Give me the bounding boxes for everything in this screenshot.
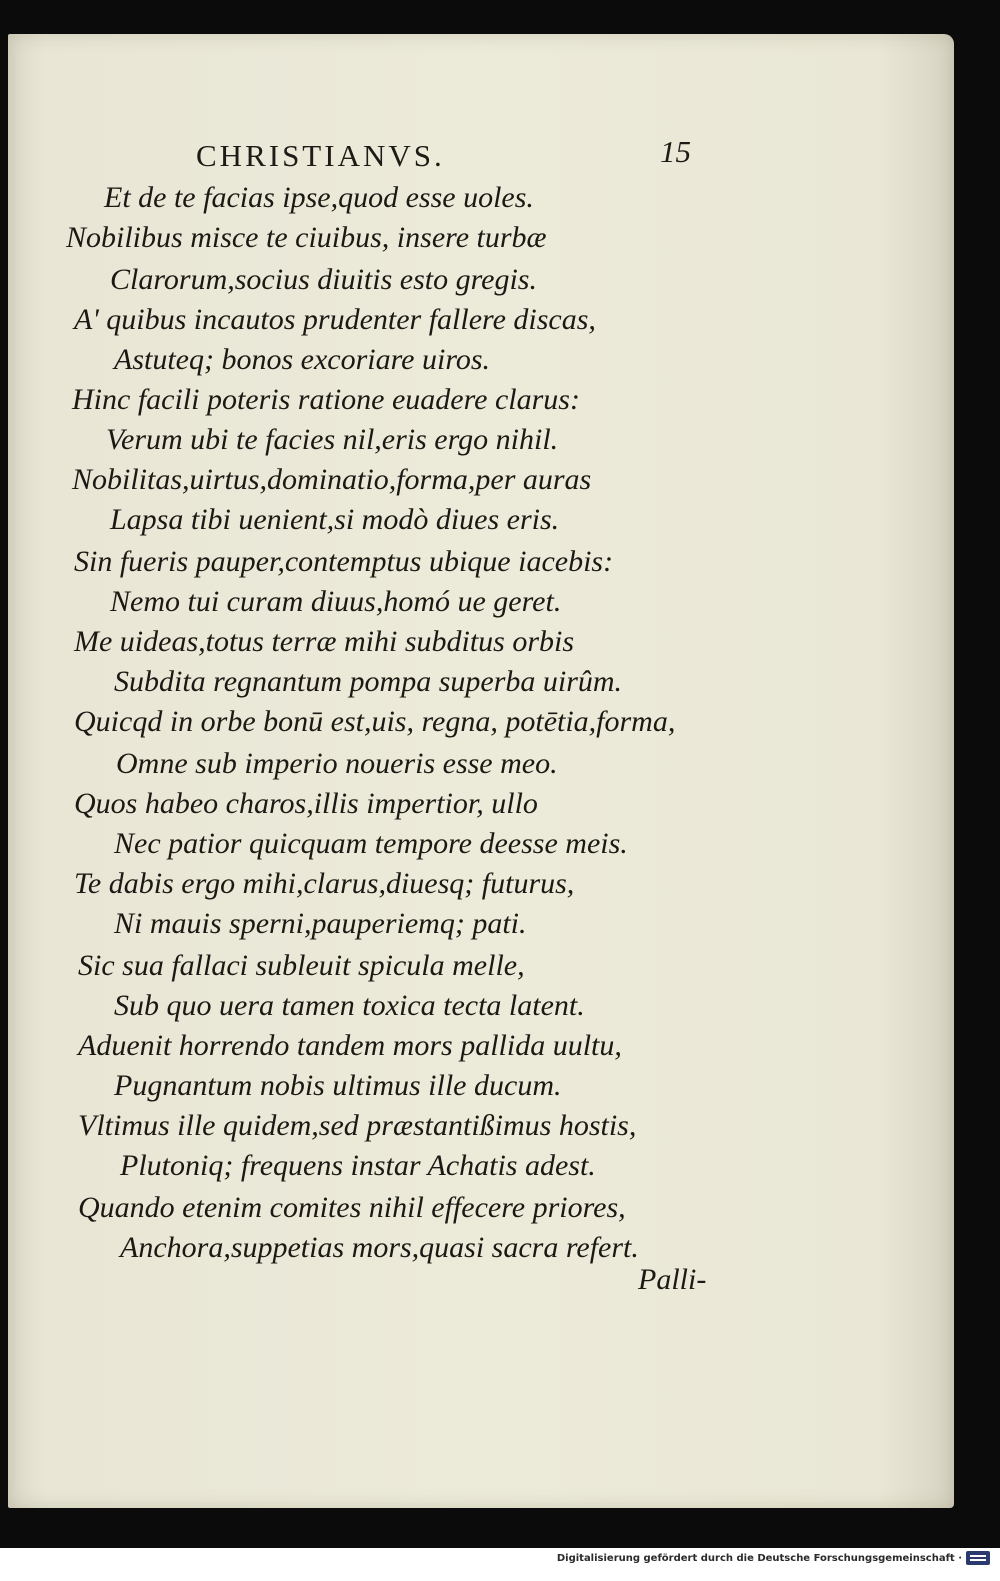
verse-line: Quos habeo charos,illis impertior, ullo [74, 787, 538, 820]
verse-line: Sic sua fallaci subleuit spicula melle, [78, 949, 525, 982]
verse-line: Sin fueris pauper,contemptus ubique iacebis: [74, 545, 614, 578]
running-head: CHRISTIANVS. [196, 138, 445, 173]
verse-line: Te dabis ergo mihi,clarus,diuesq; futurus, [74, 867, 575, 900]
verse-line: Subdita regnantum pompa superba uirûm. [114, 665, 623, 698]
verse-line: Nec patior quicquam tempore deesse meis. [114, 827, 628, 860]
verse-line: Astuteq; bonos excoriare uiros. [114, 343, 491, 376]
dfg-logo-icon [966, 1551, 990, 1565]
verse-line: Aduenit horrendo tandem mors pallida uultu, [78, 1029, 622, 1062]
catchword: Palli- [638, 1263, 707, 1296]
verse-line: A' quibus incautos prudenter fallere discas, [74, 303, 596, 336]
verse-line: Ni mauis sperni,pauperiemq; pati. [114, 907, 527, 940]
verse-line: Vltimus ille quidem,sed præstantißimus hostis, [78, 1109, 637, 1142]
funding-credit: Digitalisierung gefördert durch die Deutsche Forschungsgemeinschaft · [556, 1553, 962, 1564]
verse-line: Verum ubi te facies nil,eris ergo nihil. [106, 423, 559, 456]
verse-line: Plutoniq; frequens instar Achatis adest. [120, 1149, 596, 1182]
verse-line: Clarorum,socius diuitis esto gregis. [110, 263, 537, 296]
verse-line: Quicqd in orbe bonū est,uis, regna, potētia,forma, [74, 705, 676, 738]
page-number: 15 [660, 134, 691, 169]
verse-line: Nemo tui curam diuus,homó ue geret. [110, 585, 562, 618]
verse-line: Hinc facili poteris ratione euadere clarus: [72, 383, 580, 416]
verse-line: Pugnantum nobis ultimus ille ducum. [114, 1069, 562, 1102]
verse-line: Omne sub imperio noueris esse meo. [116, 747, 558, 780]
verse-line: Me uideas,totus terræ mihi subditus orbis [74, 625, 575, 658]
verse-line: Anchora,suppetias mors,quasi sacra refert. [120, 1231, 639, 1264]
verse-line: Quando etenim comites nihil effecere priores, [78, 1191, 626, 1224]
verse-line: Nobilibus misce te ciuibus, insere turbæ [66, 221, 547, 254]
verse-line: Lapsa tibi uenient,si modò diues eris. [110, 503, 560, 536]
verse-line: Nobilitas,uirtus,dominatio,forma,per auras [72, 463, 592, 496]
verse-line: Sub quo uera tamen toxica tecta latent. [114, 989, 585, 1022]
verse-line: Et de te facias ipse,quod esse uoles. [104, 181, 534, 214]
